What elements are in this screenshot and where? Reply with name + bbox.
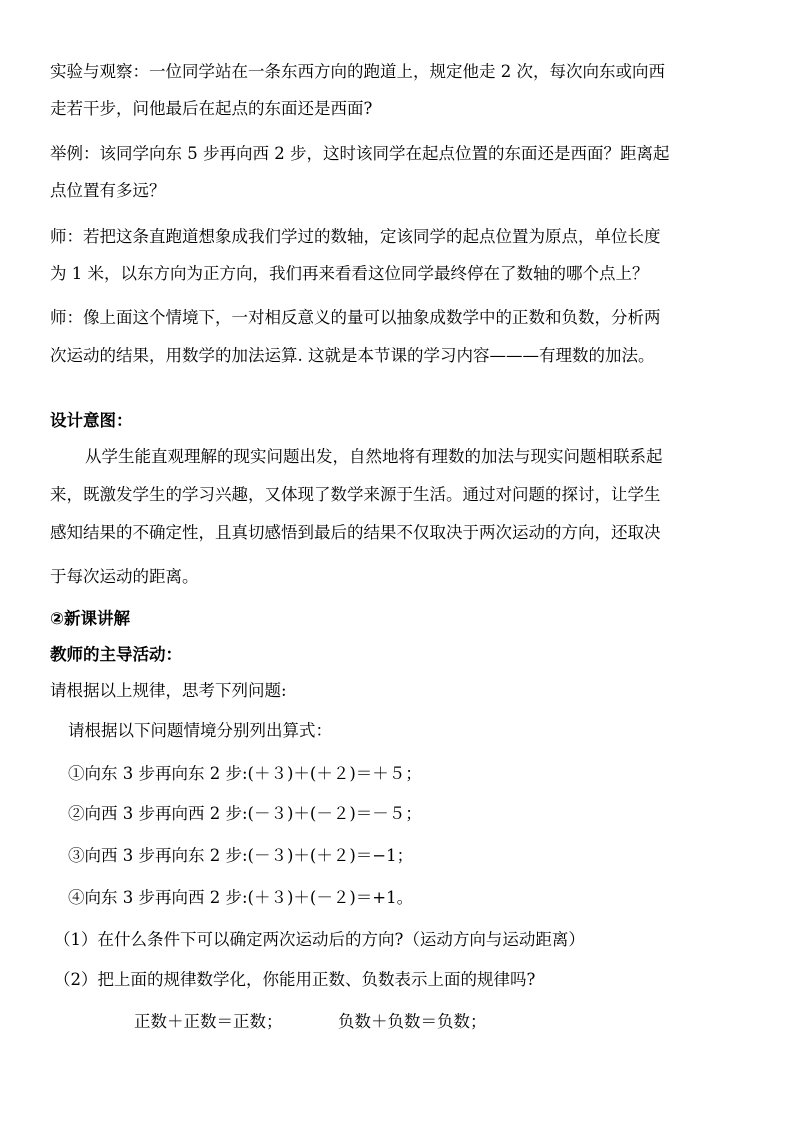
section-heading-new-lesson: ②新课讲解 [50, 609, 130, 628]
paragraph-line: 从学生能直观理解的现实问题出发，自然地将有理数的加法与现实问题相联系起 [85, 447, 663, 466]
paragraph-line: 师：若把这条直跑道想象成我们学过的数轴，定该同学的起点位置为原点，单位长度 [50, 227, 661, 246]
paragraph-line: 次运动的结果，用数学的加法运算. 这就是本节课的学习内容———有理数的加法。 [50, 346, 655, 365]
list-item: ①向东 3 步再向东 2 步:(＋３)＋(＋２)＝＋５； [68, 764, 422, 783]
paragraph-line: 实验与观察：一位同学站在一条东西方向的跑道上，规定他走 2 次，每次向东或向西 [50, 62, 665, 81]
section-heading-design: 设计意图： [50, 411, 133, 430]
list-item: ④向东 3 步再向西 2 步:(＋３)＋(－２)＝+1。 [68, 888, 414, 907]
paragraph-line: 举例：该同学向东 5 步再向西 2 步，这时该同学在起点位置的东面还是西面？距离起 [50, 144, 670, 163]
prompt-text: 请根据以上规律，思考下列问题: [50, 681, 287, 700]
paragraph-line: 师：像上面这个情境下，一对相反意义的量可以抽象成数学中的正数和负数，分析两 [50, 308, 661, 327]
list-item: ②向西 3 步再向西 2 步:(－３)＋(－２)＝－５； [68, 804, 422, 823]
paragraph-line: 于每次运动的距离。 [50, 567, 199, 586]
question-text: （2）把上面的规律数学化，你能用正数、负数表示上面的规律吗? [54, 970, 536, 989]
paragraph-line: 走若干步，问他最后在起点的东面还是西面? [50, 99, 373, 118]
rule-text: 负数＋负数＝负数； [338, 1012, 487, 1031]
list-item: ③向西 3 步再向东 2 步:(－３)＋(＋２)＝−1； [68, 846, 414, 865]
paragraph-line: 来，既激发学生的学习兴趣，又体现了数学来源于生活。通过对问题的探讨，让学生 [50, 485, 661, 504]
rule-text: 正数＋正数＝正数； [134, 1012, 283, 1031]
paragraph-line: 为 1 米，以东方向为正方向，我们再来看看这位同学最终停在了数轴的哪个点上？ [50, 264, 649, 283]
subheading-teacher-activity: 教师的主导活动： [50, 645, 182, 664]
task-text: 请根据以下问题情境分别列出算式： [68, 721, 332, 740]
paragraph-line: 感知结果的不确定性，且真切感悟到最后的结果不仅取决于两次运动的方向，还取决 [50, 523, 661, 542]
paragraph-line: 点位置有多远？ [50, 181, 166, 200]
question-text: （1）在什么条件下可以确定两次运动后的方向?（运动方向与运动距离） [54, 930, 585, 949]
